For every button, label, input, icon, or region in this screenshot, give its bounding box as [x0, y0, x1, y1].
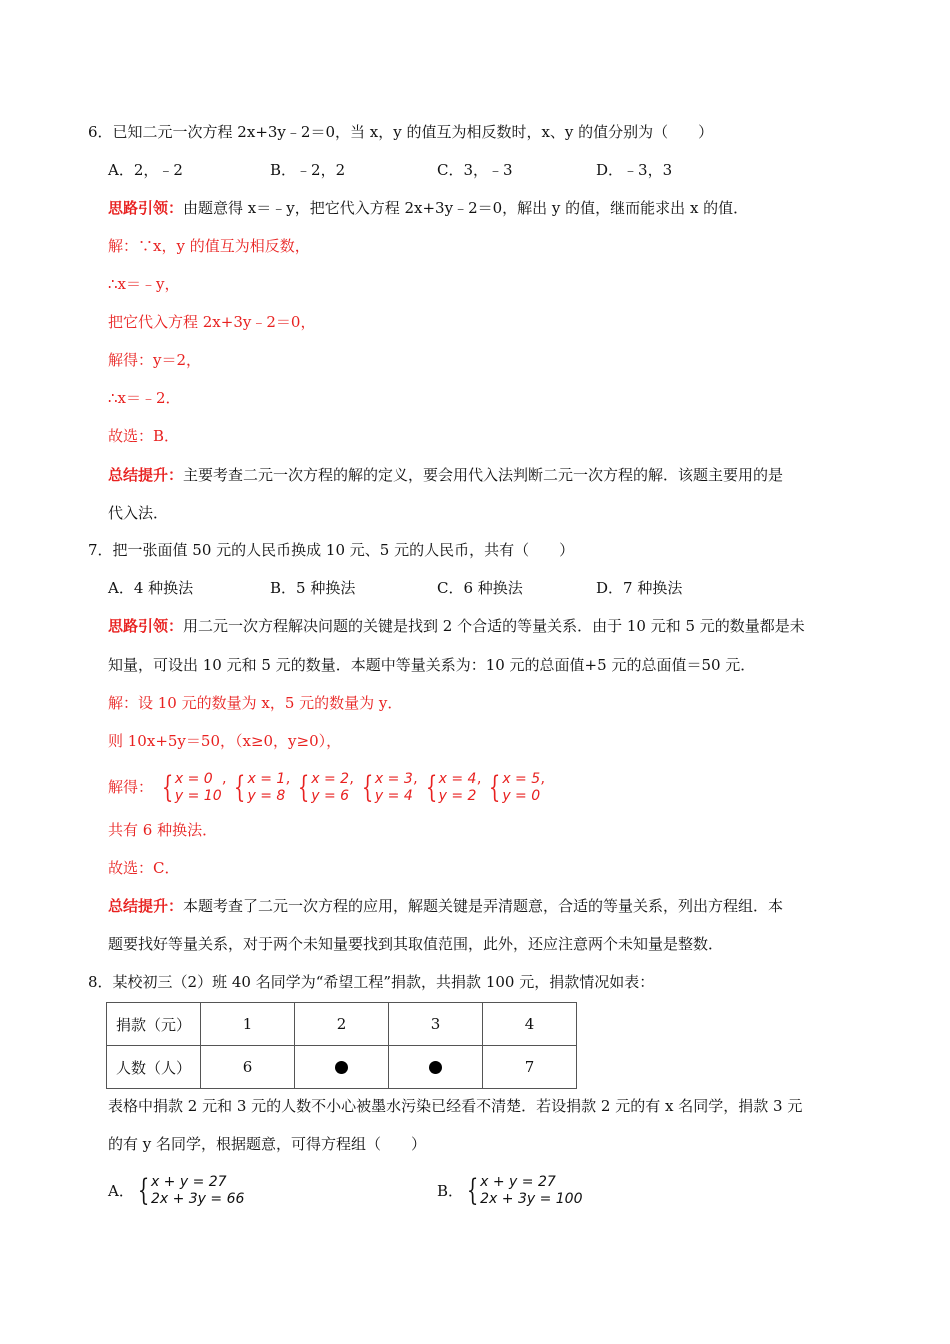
table-cell: 6	[201, 1046, 295, 1089]
brace-icon: {	[361, 770, 374, 805]
q7-hint-2: 知量，可设出 10 元和 5 元的数量．本题中等量关系为：10 元的总面值+5 元的总面值＝50 元．	[108, 656, 756, 674]
comma: ’	[285, 778, 291, 796]
comma: ’	[349, 778, 354, 796]
brace-icon: {	[234, 770, 246, 805]
q6-option-a: A．2，﹣2	[108, 161, 183, 179]
equation: y = 2	[438, 788, 477, 804]
q7-summary-text: 本题考查了二元一次方程的应用，解题关键是弄清题意，合适的等量关系，列出方程组．本	[183, 897, 784, 915]
comma: ’	[540, 778, 545, 796]
q8-option-a-equations	[151, 1174, 244, 1208]
q7-option-a: A．4 种换法	[108, 579, 194, 597]
equation: x = 3	[374, 771, 413, 787]
q8-text-2: 的有 y 名同学，根据题意，可得方程组（ ）	[108, 1135, 427, 1153]
q7-solution-systems	[158, 770, 549, 805]
q6-option-b: B．﹣2，2	[270, 161, 346, 179]
equations	[439, 771, 477, 805]
q7-stem: 7．把一张面值 50 元的人民币换成 10 元、5 元的人民币，共有（ ）	[88, 541, 575, 559]
equation-system	[158, 767, 227, 807]
equation: x = 2	[311, 771, 350, 787]
q8-stem: 8．某校初三（2）班 40 名同学为“希望工程”捐款，共捐款 100 元，捐款情况如表：	[88, 973, 655, 991]
table-cell: 1	[201, 1003, 295, 1046]
q8-option-a-label: A．	[108, 1182, 134, 1200]
q6-sol-5: ∴x＝﹣2．	[108, 389, 181, 407]
equation: y = 8	[247, 788, 286, 804]
q6-sol-2: ∴x＝﹣y，	[108, 275, 180, 293]
table-cell: 7	[483, 1046, 577, 1089]
brace-icon: {	[297, 770, 310, 805]
q7-sol-3	[108, 766, 549, 806]
q7-sol-5: 故选：C．	[108, 859, 180, 877]
ink-blot-icon	[429, 1061, 442, 1074]
q6-sol-6: 故选：B．	[108, 427, 180, 445]
q7-sol-3-label: 解得：	[108, 778, 154, 796]
q7-summary-1	[108, 896, 783, 916]
equation: x + y = 27	[150, 1174, 227, 1190]
equation-system	[422, 767, 482, 807]
q6-option-c: C．3，﹣3	[437, 161, 513, 179]
q6-sol-4: 解得：y＝2，	[108, 351, 202, 369]
table-cell: 捐款（元）	[107, 1003, 201, 1046]
q6-summary-1	[108, 465, 783, 485]
q7-hint-1	[108, 616, 805, 636]
equations	[175, 771, 222, 805]
table-cell	[295, 1046, 389, 1089]
ink-blot-icon	[335, 1061, 348, 1074]
q7-hint-label: 思路引领：	[108, 617, 184, 635]
q7-option-b: B．5 种换法	[270, 579, 356, 597]
comma: ’	[412, 778, 418, 796]
q7-option-d: D．7 种换法	[596, 579, 683, 597]
equation: x + y = 27	[480, 1174, 556, 1190]
q6-summary-label: 总结提升：	[108, 466, 184, 484]
table-cell: 2	[295, 1003, 389, 1046]
equations	[311, 771, 349, 805]
equation: x = 0	[174, 771, 213, 787]
equation: y = 10	[174, 788, 222, 804]
q8-option-b-label: B．	[437, 1182, 464, 1200]
equations	[375, 771, 413, 805]
equation: x = 5	[502, 771, 541, 787]
q6-sol-1: 解：∵x，y 的值互为相反数，	[108, 237, 310, 255]
table-cell: 4	[483, 1003, 577, 1046]
q6-summary-2: 代入法．	[108, 504, 169, 522]
brace-icon: {	[489, 770, 501, 805]
table-row	[107, 1003, 577, 1046]
equation: 2x + 3y = 100	[480, 1191, 583, 1207]
q6-sol-3: 把它代入方程 2x+3y﹣2＝0，	[108, 313, 316, 331]
table-cell: 人数（人）	[107, 1046, 201, 1089]
q7-sol-4: 共有 6 种换法．	[108, 821, 218, 839]
equation: x = 4	[438, 771, 477, 787]
equation: x = 1	[247, 771, 286, 787]
q7-sol-2: 则 10x+5y＝50，（x≥0，y≥0），	[108, 732, 342, 750]
equation-system	[485, 767, 545, 807]
q6-option-d: D．﹣3，3	[596, 161, 673, 179]
equation-system	[358, 767, 418, 807]
equation: y = 4	[374, 788, 413, 804]
q6-summary-text: 主要考查二元一次方程的解的定义，要会用代入法判断二元一次方程的解．该题主要用的是	[183, 466, 784, 484]
equation: 2x + 3y = 66	[150, 1191, 245, 1207]
table-row	[107, 1046, 577, 1089]
equation-system	[230, 767, 290, 807]
equations	[248, 771, 286, 805]
q6-hint	[108, 198, 748, 218]
q8-option-a	[108, 1170, 244, 1210]
comma: ’	[476, 778, 482, 796]
brace-icon: {	[137, 1173, 150, 1208]
q7-summary-label: 总结提升：	[108, 897, 184, 915]
q8-option-b	[437, 1170, 583, 1210]
q7-sol-1: 解：设 10 元的数量为 x，5 元的数量为 y．	[108, 694, 403, 712]
donation-table	[106, 1002, 577, 1089]
equations	[502, 771, 540, 805]
q6-hint-label: 思路引领：	[108, 199, 184, 217]
equation: y = 0	[502, 788, 541, 804]
q8-text-1: 表格中捐款 2 元和 3 元的人数不小心被墨水污染已经看不清楚．若设捐款 2 元的有 x 名同学，捐款 3 元	[108, 1097, 803, 1115]
equation: y = 6	[311, 788, 350, 804]
equation-system	[294, 767, 354, 807]
q7-hint-text: 用二元一次方程解决问题的关键是找到 2 个合适的等量关系．由于 10 元和 5 元的数量都是未	[183, 617, 805, 635]
q7-summary-2: 题要找好等量关系，对于两个未知量要找到其取值范围，此外，还应注意两个未知量是整数．	[108, 935, 724, 953]
brace-icon: {	[466, 1173, 479, 1208]
brace-icon: {	[161, 770, 174, 805]
brace-icon: {	[425, 770, 437, 805]
q6-hint-text: 由题意得 x＝﹣y，把它代入方程 2x+3y﹣2＝0，解出 y 的值，继而能求出 x 的值．	[183, 199, 749, 217]
comma: ’	[221, 778, 227, 796]
table-cell	[389, 1046, 483, 1089]
table-cell: 3	[389, 1003, 483, 1046]
q7-option-c: C．6 种换法	[437, 579, 523, 597]
q8-option-b-equations	[480, 1174, 582, 1208]
q6-stem: 6．已知二元一次方程 2x+3y﹣2＝0，当 x，y 的值互为相反数时，x、y 的值分别为（ ）	[88, 123, 714, 141]
